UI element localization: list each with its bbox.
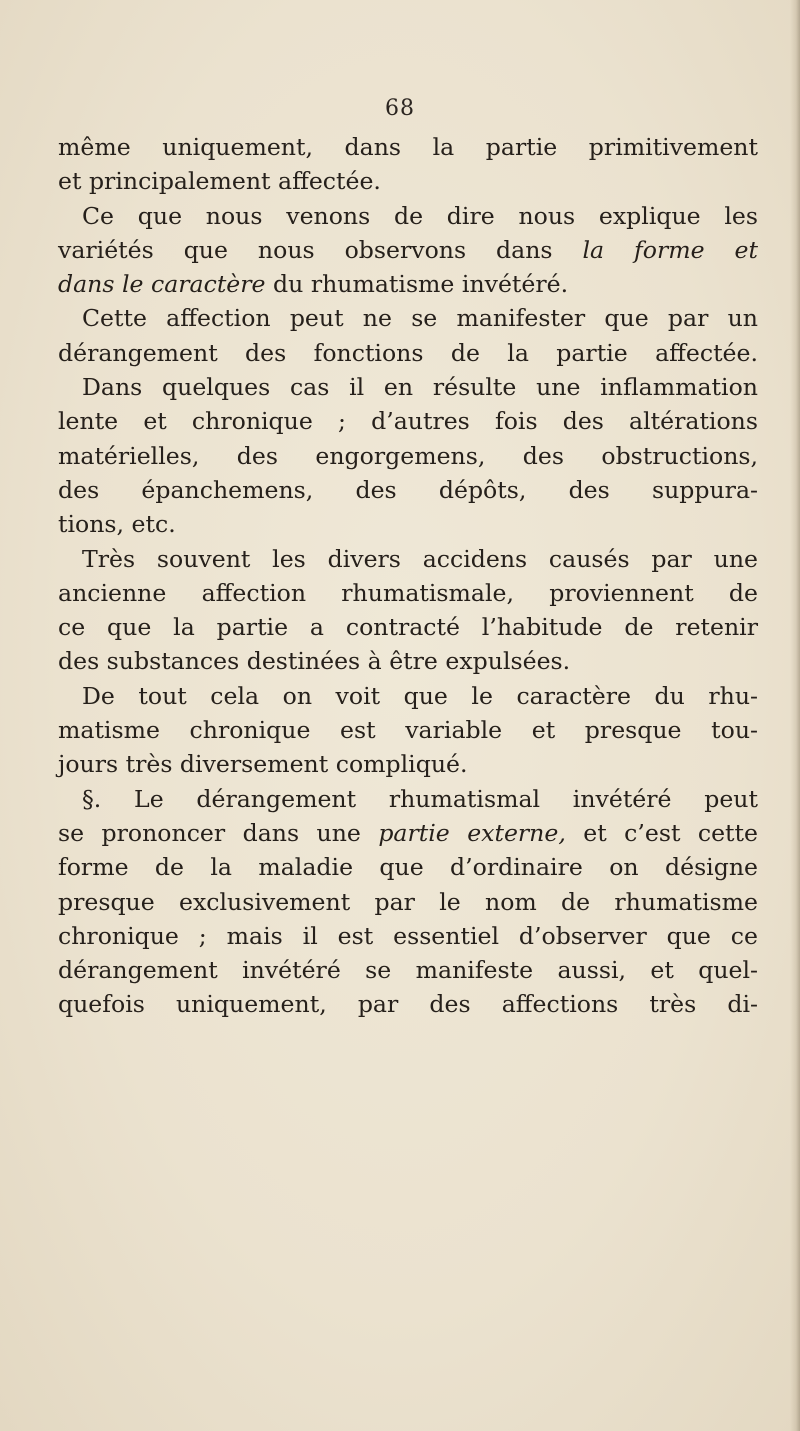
page-number: 68	[385, 96, 415, 121]
text-run: dérangement invétéré se manifeste aussi, et quel-	[58, 956, 758, 985]
text-run: ancienne affection rhumatismale, proviennent de	[58, 578, 758, 607]
text-run: presque exclusivement par le nom de rhumatisme	[58, 887, 758, 916]
text-line	[58, 301, 758, 335]
italic-text-run: la forme et	[582, 235, 758, 264]
text-line	[58, 542, 758, 576]
text-run: §. Le dérangement rhumatismal invétéré peut	[82, 784, 758, 813]
text-run: jours très diversement compliqué.	[58, 750, 468, 779]
text-run: dérangement des fonctions de la partie affectée.	[58, 338, 758, 367]
text-line	[58, 610, 758, 644]
text-run: chronique ; mais il est essentiel d’observer que ce	[58, 921, 758, 950]
text-run: tions, etc.	[58, 510, 176, 539]
text-line	[58, 644, 758, 678]
text-line	[58, 199, 758, 233]
text-line	[58, 336, 758, 370]
text-run: matisme chronique est variable et presque tou-	[58, 716, 758, 745]
text-run: se prononcer dans une	[58, 818, 379, 847]
text-line	[58, 576, 758, 610]
text-line	[58, 439, 758, 473]
text-line	[58, 507, 758, 541]
text-run: lente et chronique ; d’autres fois des altérations	[58, 407, 758, 436]
text-line	[58, 919, 758, 953]
text-line	[58, 473, 758, 507]
text-line	[58, 747, 758, 781]
text-line	[58, 679, 758, 713]
text-run: ce que la partie a contracté l’habitude de retenir	[58, 613, 758, 642]
text-run: du rhumatisme invétéré.	[265, 270, 569, 299]
italic-text-run: partie externe,	[378, 818, 566, 847]
text-line	[58, 164, 758, 198]
text-run: Ce que nous venons de dire nous explique les	[82, 201, 758, 230]
text-run: des épanchemens, des dépôts, des suppura-	[58, 475, 758, 504]
text-line	[58, 233, 758, 267]
page-edge-shadow	[790, 0, 800, 1431]
text-line	[58, 130, 758, 164]
body-text	[58, 130, 758, 1022]
text-run: même uniquement, dans la partie primitivement	[58, 133, 758, 161]
text-run: forme de la maladie que d’ordinaire on désigne	[58, 853, 758, 882]
text-run: et c’est cette	[565, 818, 758, 847]
text-line	[58, 404, 758, 438]
text-run: Cette affection peut ne se manifester que par un	[82, 304, 758, 333]
text-run: quefois uniquement, par des affections très di-	[58, 990, 758, 1019]
text-line	[58, 850, 758, 884]
text-line	[58, 987, 758, 1021]
text-run: variétés que nous observons dans	[58, 235, 583, 264]
text-line	[58, 370, 758, 404]
text-run: des substances destinées à être expulsées.	[58, 647, 571, 676]
text-run: matérielles, des engorgemens, des obstructions,	[58, 441, 758, 470]
text-line	[58, 885, 758, 919]
text-line	[58, 713, 758, 747]
text-line	[58, 782, 758, 816]
text-line	[58, 816, 758, 850]
text-run: Très souvent les divers accidens causés par une	[82, 544, 758, 573]
italic-text-run: dans le caractère	[58, 270, 266, 299]
text-line	[58, 267, 758, 301]
text-run: De tout cela on voit que le caractère du rhu-	[82, 681, 758, 710]
text-line	[58, 953, 758, 987]
text-run: et principalement affectée.	[58, 167, 381, 196]
text-run: Dans quelques cas il en résulte une inflammation	[82, 373, 758, 402]
